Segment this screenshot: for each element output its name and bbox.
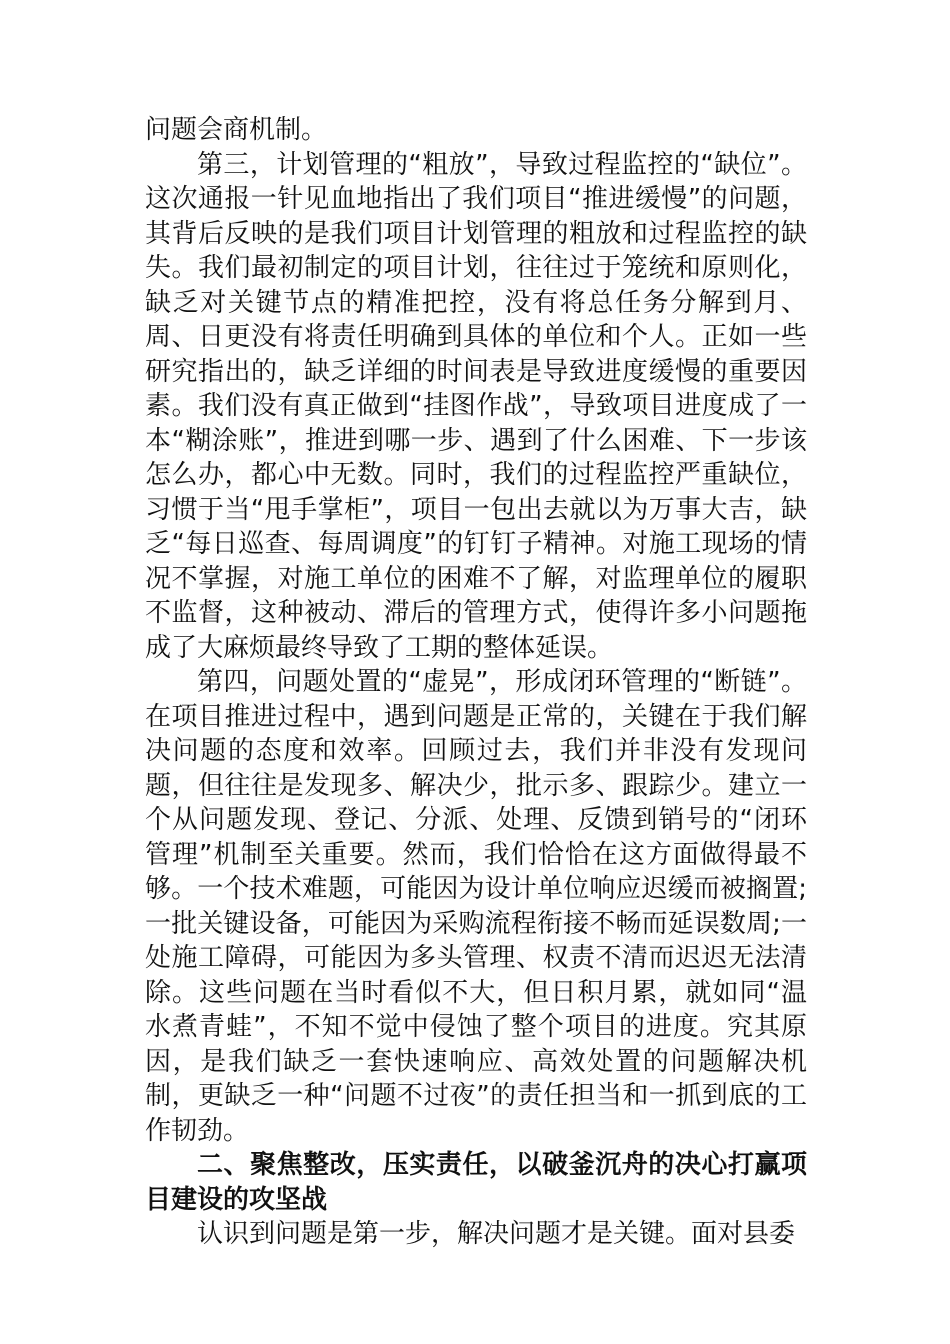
paragraph-fourth-point: 第四，问题处置的“虚晃”，形成闭环管理的“断链”。在项目推进过程中，遇到问题是正常的，关键在于我们解决问题的态度和效率。回顾过去，我们并非没有发现问题，但往往是发现多、解决少，批示多、跟踪少。建立一个从问题发现、登记、分派、处理、反馈到销号的“闭环管理”机制至关重要。然而，我们恰恰在这方面做得最不够。一个技术难题，可能因为设计单位响应迟缓而被搁置;一批关键设备，可能因为采购流程衔接不畅而延误数周;一处施工障碍，可能因为多头管理、权责不清而迟迟无法清除。这些问题在当时看似不大，但日积月累，就如同“温水煮青蛙”，不知不觉中侵蚀了整个项目的进度。究其原因，是我们缺乏一套快速响应、高效处置的问题解决机制，更缺乏一种“问题不过夜”的责任担当和一抓到底的工作韧劲。 (145, 667, 807, 1146)
section-heading: 二、聚焦整改，压实责任，以破釜沉舟的决心打赢项目建设的攻坚战 (145, 1150, 807, 1215)
paragraph-third-point: 第三，计划管理的“粗放”，导致过程监控的“缺位”。这次通报一针见血地指出了我们项目“推进缓慢”的问题，其背后反映的是我们项目计划管理的粗放和过程监控的缺失。我们最初制定的项目计划，往往过于笼统和原则化，缺乏对关键节点的精准把控，没有将总任务分解到月、周、日更没有将责任明确到具体的单位和个人。正如一些研究指出的，缺乏详细的时间表是导致进度缓慢的重要因素。我们没有真正做到“挂图作战”，导致项目进度成了一本“糊涂账”，推进到哪一步、遇到了什么困难、下一步该怎么办，都心中无数。同时，我们的过程监控严重缺位，习惯于当“甩手掌柜”，项目一包出去就以为万事大吉，缺乏“每日巡查、每周调度”的钉钉子精神。对施工现场的情况不掌握，对施工单位的困难不了解，对监理单位的履职不监督，这种被动、滞后的管理方式，使得许多小问题拖成了大麻烦最终导致了工期的整体延误。 (145, 149, 807, 663)
paragraph-continuation: 问题会商机制。 (145, 115, 328, 145)
document-body (145, 113, 807, 1252)
paragraph-section-intro: 认识到问题是第一步，解决问题才是关键。面对县委 (197, 1219, 796, 1249)
